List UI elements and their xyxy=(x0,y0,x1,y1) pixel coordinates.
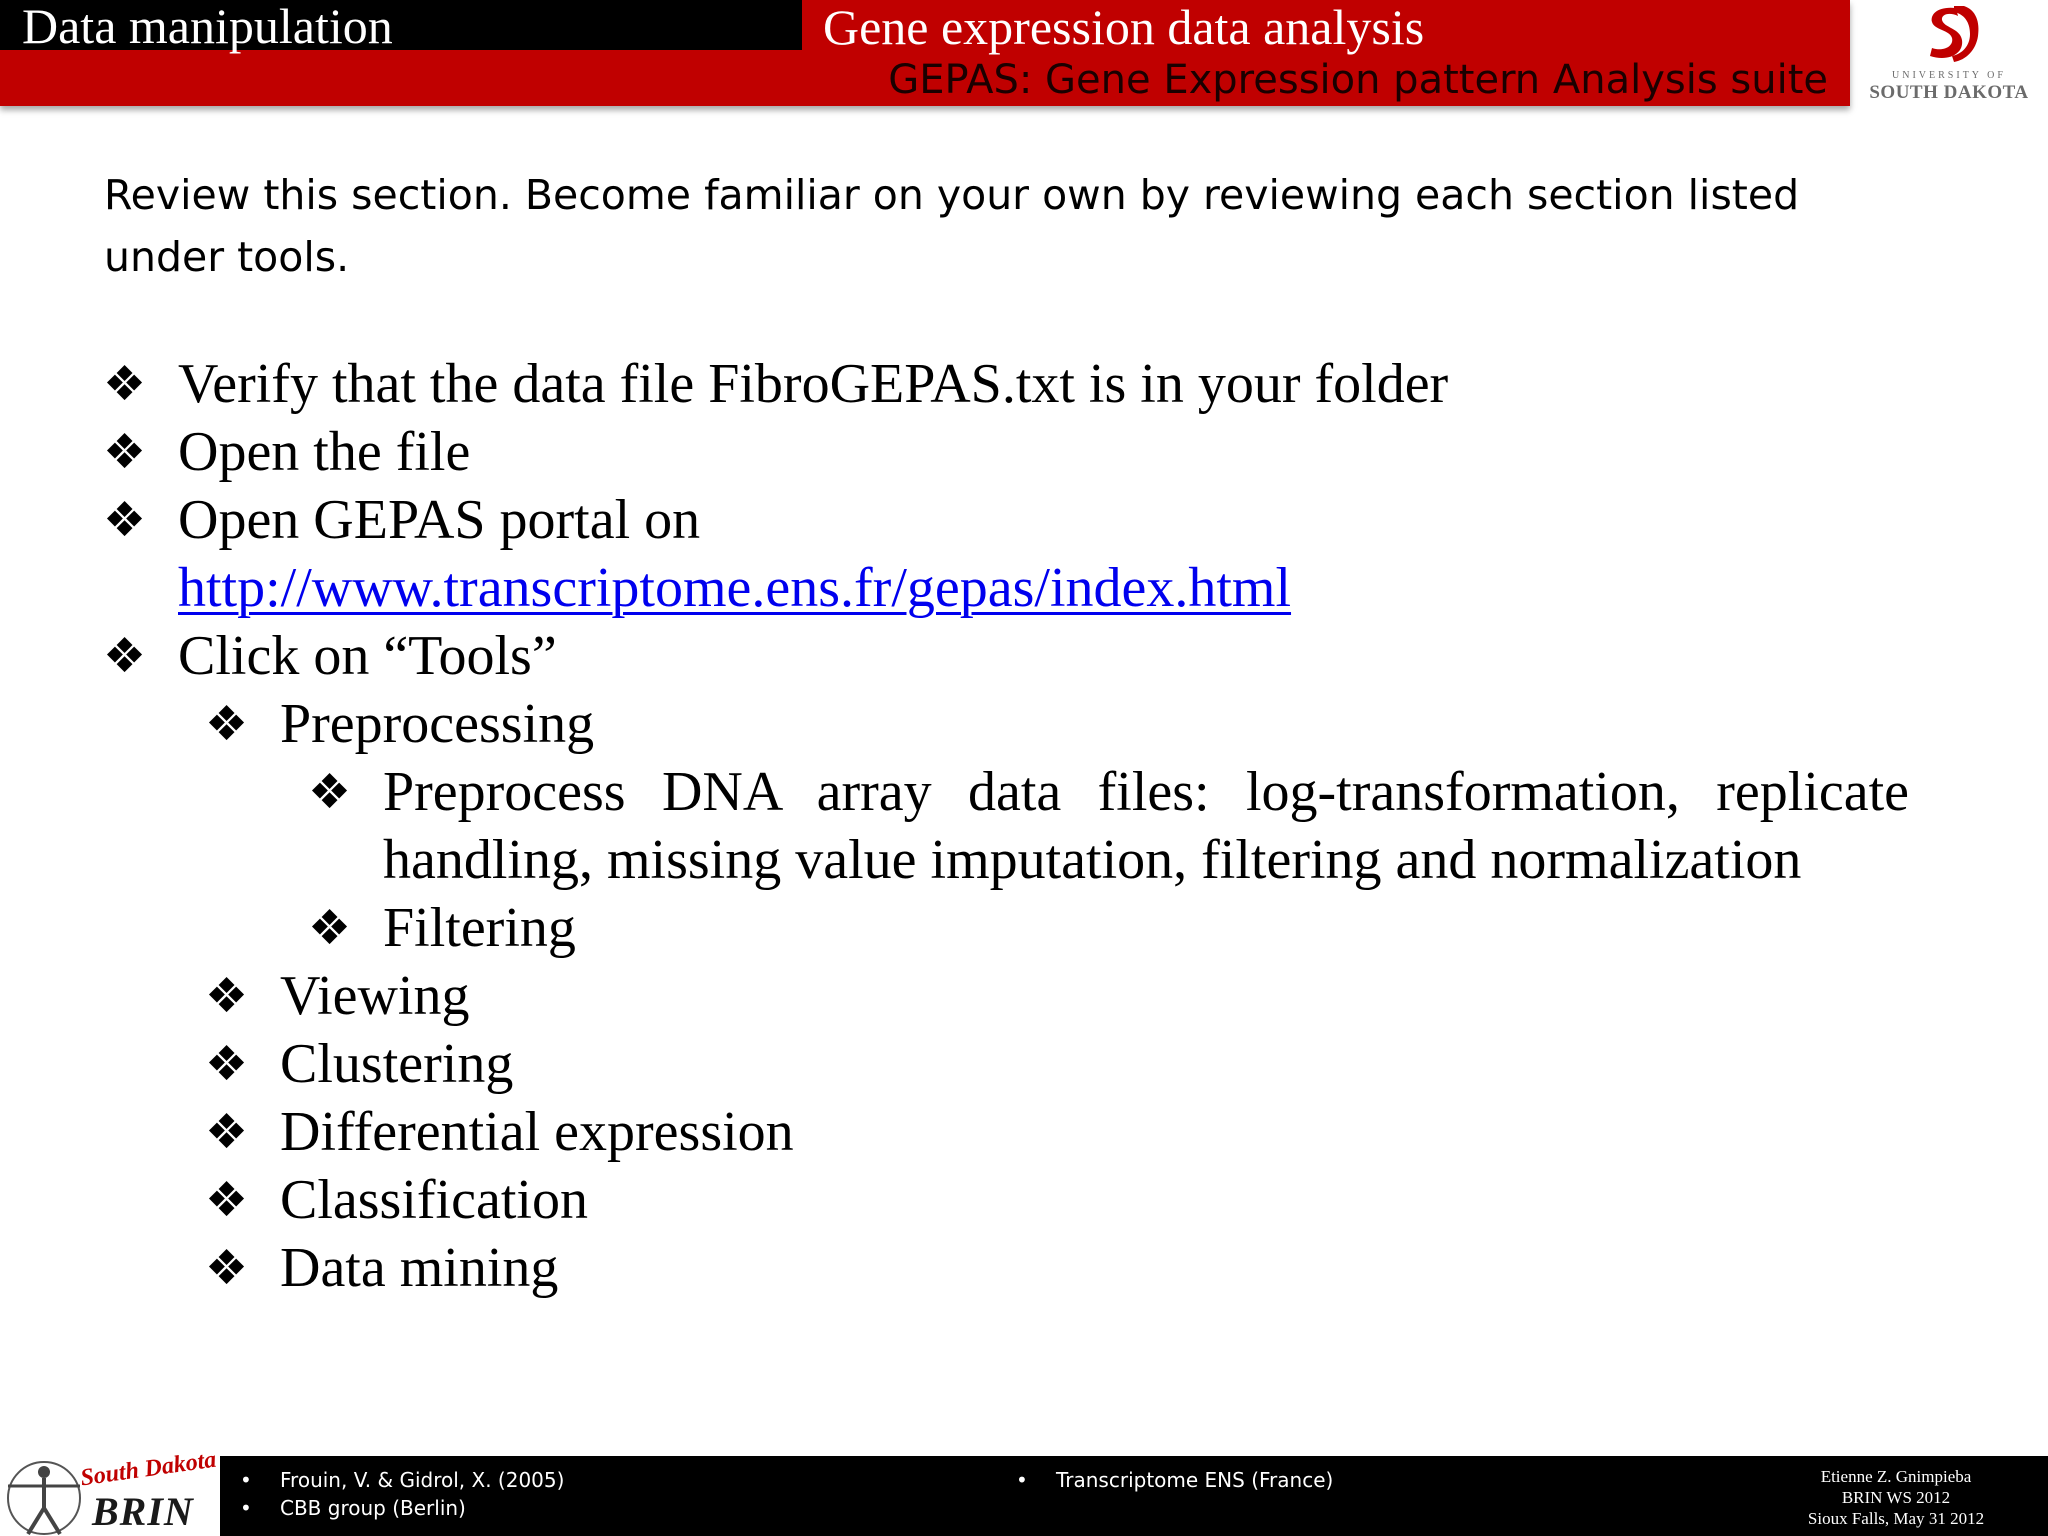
diamond-bullet-icon: ❖ xyxy=(103,628,147,684)
intro-text: Review this section. Become familiar on your own by reviewing each section listed under tools. xyxy=(104,171,1800,281)
list-item-text: Verify that the data file FibroGEPAS.txt is in your folder xyxy=(178,353,1449,415)
bullet-dot-icon: • xyxy=(1016,1468,1028,1492)
diamond-bullet-icon: ❖ xyxy=(308,900,352,956)
bullet-dot-icon: • xyxy=(240,1496,252,1520)
brin-logo-text: BRIN xyxy=(92,1489,194,1534)
slide-subtitle: GEPAS: Gene Expression pattern Analysis suite xyxy=(888,57,1828,103)
list-item-text: Preprocess DNA array data files: log-transformation, replicate handling, missing value imputation, filtering and normalization xyxy=(383,761,1909,891)
diamond-bullet-icon: ❖ xyxy=(205,1104,249,1160)
diamond-bullet-icon: ❖ xyxy=(103,492,147,548)
reference-text: Frouin, V. & Gidrol, X. (2005) xyxy=(280,1468,565,1492)
reference-text: CBB group (Berlin) xyxy=(280,1496,466,1520)
list-item xyxy=(0,962,2048,1030)
section-label: Data manipulation xyxy=(0,0,802,50)
diamond-bullet-icon: ❖ xyxy=(205,1172,249,1228)
reference-text: Transcriptome ENS (France) xyxy=(1056,1468,1334,1492)
reference-item xyxy=(1016,1466,1333,1494)
diamond-bullet-icon: ❖ xyxy=(103,424,147,480)
footer-references-right xyxy=(1016,1466,1333,1494)
usd-monogram-icon xyxy=(1916,2,1982,66)
footer-references-left xyxy=(240,1466,564,1522)
list-item xyxy=(0,350,2048,418)
bullet-list xyxy=(0,350,2048,1302)
list-item xyxy=(0,1030,2048,1098)
list-item-text: Viewing xyxy=(280,965,470,1027)
list-item-continuation xyxy=(0,554,2048,622)
workshop-name: BRIN WS 2012 xyxy=(1841,1488,1951,1507)
reference-item xyxy=(240,1494,564,1522)
list-item-text: Preprocessing xyxy=(280,693,595,755)
diamond-bullet-icon: ❖ xyxy=(103,356,147,412)
brin-logo xyxy=(0,1446,220,1536)
diamond-bullet-icon: ❖ xyxy=(205,968,249,1024)
diamond-bullet-icon: ❖ xyxy=(308,764,352,820)
header-bar xyxy=(0,0,1850,106)
reference-item xyxy=(240,1466,564,1494)
author-name: Etienne Z. Gnimpieba xyxy=(1820,1467,1972,1486)
footer-author-block xyxy=(1776,1466,2016,1529)
list-item-text: Classification xyxy=(280,1169,588,1231)
diamond-bullet-icon: ❖ xyxy=(205,1240,249,1296)
list-item xyxy=(0,758,1909,894)
list-item xyxy=(0,418,2048,486)
list-item-text: Open the file xyxy=(178,421,471,483)
list-item-text: Filtering xyxy=(383,897,576,959)
usd-logo-small-text: UNIVERSITY OF xyxy=(1892,70,2006,81)
gepas-portal-link[interactable]: http://www.transcriptome.ens.fr/gepas/index.html xyxy=(178,557,1292,619)
usd-logo-name: SOUTH DAKOTA xyxy=(1869,82,2029,103)
list-item-text: Differential expression xyxy=(280,1101,794,1163)
list-item xyxy=(0,486,2048,554)
list-item xyxy=(0,1166,2048,1234)
list-item-text: Click on “Tools” xyxy=(178,625,557,687)
workshop-location-date: Sioux Falls, May 31 2012 xyxy=(1807,1509,1985,1528)
bullet-dot-icon: • xyxy=(240,1468,252,1492)
list-item xyxy=(0,690,2048,758)
list-item xyxy=(0,1098,2048,1166)
brin-logo-script: South Dakota xyxy=(78,1446,218,1492)
list-item xyxy=(0,622,2048,690)
slide-title: Gene expression data analysis xyxy=(823,0,1425,55)
vitruvian-figure-icon xyxy=(0,1452,90,1536)
diamond-bullet-icon: ❖ xyxy=(205,1036,249,1092)
university-logo xyxy=(1856,0,2042,108)
list-item xyxy=(0,894,2048,962)
list-item xyxy=(0,1234,2048,1302)
list-item-text: Clustering xyxy=(280,1033,514,1095)
diamond-bullet-icon: ❖ xyxy=(205,696,249,752)
list-item-text: Data mining xyxy=(280,1237,559,1299)
list-item-text: Open GEPAS portal on xyxy=(178,489,701,551)
